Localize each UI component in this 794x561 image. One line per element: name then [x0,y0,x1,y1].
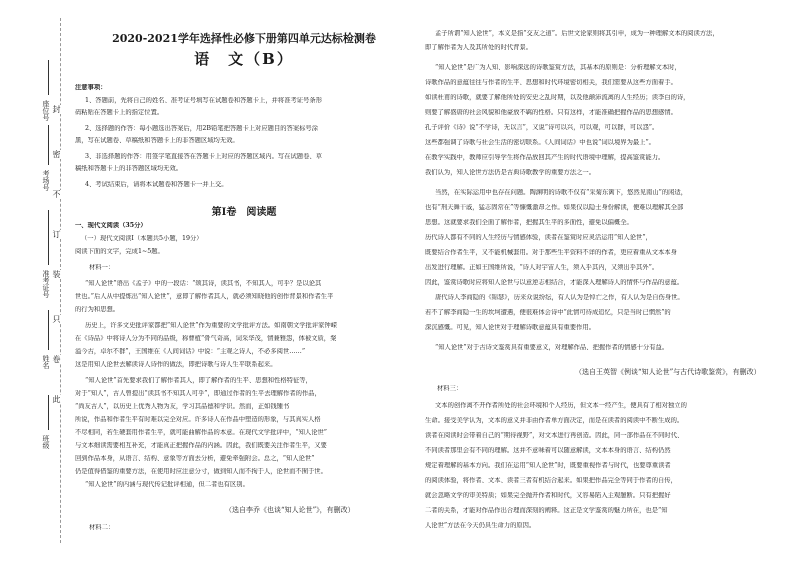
paragraph-line: “知人论世”语出《孟子》中的一段话：“颂其诗，读其书，不知其人，可乎？是以论其 [85,280,322,287]
paragraph-line: 不尽相同，若生硬套用作者生平，就可能曲解作品的本意。在现代文学批评中，“知人论世” [75,429,328,436]
exam-subtitle: 语 文（B） [194,50,294,68]
sub-heading: （一）现代文阅读Ⅰ（本题共5小题，19分） [81,235,203,242]
material-label: 材料二： [89,524,115,531]
paragraph-line: “知人论世”是广为人知、影响深远的诗歌鉴赏方法，其基本的原则是：分析理解文本时， [435,64,681,71]
paragraph-line: 孟子所谓“知人论世”，本义是指“交友之道”。后世文论家则将其引申，成为一种理解文本的阅读方法， [435,30,719,37]
paragraph-line: 不同读者那里会有不同的理解。这并不意味着可以随意解读，文本本身的语言、结构仍然 [425,447,671,454]
paragraph-line: 的阅读体验，将作者、文本、读者三者有机结合起来。如果把作品完全等同于作者的自传， [425,477,677,484]
paragraph-line: 与文本细读需要相互补充，才能真正把握作品的内涵。因此，我们既要关注作者生平，又要 [75,442,327,449]
section-heading: 第Ⅰ卷 阅读题 [211,207,277,218]
paragraph-line: 二者的关系，才能对作品作出合理而深刻的阐释。这正是文学鉴赏的魅力所在，也是“知 [425,507,668,514]
paragraph-line: 所说，作品和作者生平有时难以完全对应。许多诗人在作品中塑造的形象，与其真实人格 [75,416,321,423]
paragraph-line: 人论世”方法在今天仍具生命力的原因。 [425,522,536,529]
paragraph-line: 即了解作者为人及其所处的时代背景。 [425,44,533,51]
notice-line: 2、选择题的作答：每小题选出答案后，用2B铅笔把答题卡上对应题目的答案标号涂 [85,125,319,132]
seal-char: 订 [52,230,61,239]
left-page [75,0,413,561]
part-heading: 一、现代文阅读（35分） [75,222,147,229]
right-page [425,0,777,561]
seal-char: 此 [52,395,61,404]
name-line [48,310,49,350]
paragraph-line: 也有“刑天舞干戚，猛志固常在”等慷慨激昂之作。如果仅以隐士身份解读，便难以理解其全部 [425,204,684,211]
paragraph-line: 在《诗品》中将诗人分为不同的品级，称曹植“骨气奇高，词采华茂，情兼雅怨，体被文质，粲 [75,335,337,342]
seat-number-line [48,60,49,95]
name-label: 姓名 [42,355,50,369]
paragraph-line: 历代诗人都有不同的人生经历与情感体验，读者在鉴赏时应灵活运用“知人论世”， [425,234,652,241]
binding-line [60,18,61,543]
binding-margin [0,0,66,561]
seal-char: 密 [52,150,61,159]
notice-label: 注意事项： [75,84,107,91]
paragraph-line: 仍是值得借鉴的重要方法，在使用时应注意分寸，做到知人而不拘于人，论世而不囿于世。 [75,468,327,475]
exam-id-line [48,210,49,265]
exam-title: 2020-2021学年选择性必修下册第四单元达标检测卷 [112,32,376,45]
paragraph-line: 回到作品本身，从语言、结构、意象等方面去分析，避免牵强附会。总之，“知人论世” [75,455,315,462]
exam-room-label: 考场号 [42,170,50,191]
paragraph-line: “知人论世”的内涵与现代传记批评相通，但二者也有区别。 [85,481,249,488]
paragraph-line: 则要了解盛唐的社会风貌和他豪放不羁的性格。只有这样，才能准确把握作品的思想感情。 [425,109,677,116]
paragraph-line: 世也。”后人从中提炼出“知人论世”，意即了解作者其人，就必须知晓他的创作背景和作者生平 [75,293,334,300]
notice-line: 3、非选择题的作答：用签字笔直接答在答题卡上对应的答题区域内。写在试题卷、草 [85,153,322,160]
source-citation: （选自李乔《也谈“知人论世”》，有删改） [225,506,355,514]
seal-char: 只 [52,315,61,324]
paragraph-line: 就会忽略文学的审美特质；如果完全抛开作者和时代，又容易陷入主观臆断。只有把握好 [425,492,671,499]
paragraph-line: 溢今古，卓尔不群”，王国维在《人间词话》中说：“主观之诗人，不必多阅世……” [75,348,306,355]
source-citation: （选自王英智《例谈“知人论世”与古代诗歌鉴赏》，有删改） [575,368,761,376]
seal-char: 封 [52,105,61,114]
paragraph-line: 因此，鉴赏诗歌时应将知人论世与以意逆志相结合，才能深入理解诗人的情怀与作品的意蕴。 [425,279,684,286]
notice-line: 稿纸和答题卡上的非答题区域均无效。 [75,165,183,172]
seat-number-label: 座位号 [42,100,50,121]
notice-line: 码粘贴在答题卡上的指定位置。 [75,109,164,116]
notice-line: 4、考试结束后，请将本试题卷和答题卡一并上交。 [85,181,228,188]
paragraph-line: 诗歌作品的意蕴往往与作者的生平、思想和时代环境密切相关，我们需要从这些方面着手。 [425,79,677,86]
paragraph-line: 这些都强调了诗歌与社会生活的密切联系。《人间词话》中也说“词以境界为最上”。 [425,139,655,146]
paragraph-line: 思想。这就要求我们全面了解作者，把握其生平的多面性，避免以偏概全。 [425,219,633,226]
class-line [48,395,49,430]
paragraph-line: “尚友古人”，以历史上优秀人物为友，学习其品德和学识。然而，正如钱锺书 [75,403,290,410]
paragraph-line: 文本的创作离不开作者所处的社会环境和个人经历，但文本一经产生，便具有了相对独立的 [435,402,687,409]
class-label: 班级 [42,435,50,449]
instruction: 阅读下面的文字，完成1~5题。 [75,248,164,255]
paragraph-line: “知人论世”对于古诗文鉴赏具有重要意义，对理解作品、把握作者的情感十分有益。 [435,344,669,351]
paragraph-line: 深沉感慨。可见，知人论世对于理解诗歌意蕴具有重要作用。 [425,324,596,331]
exam-id-label: 准考证号 [42,270,50,298]
material-label: 材料三： [437,385,463,392]
paragraph-line: 出发进行理解。正如王国维所说，“诗人对宇宙人生，须入乎其内，又须出乎其外”。 [425,264,659,271]
paragraph-line: “知人论世”首先要求我们了解作者其人，即了解作者的生平、思想和性格特征等， [85,377,312,384]
material-label: 材料一： [89,264,115,271]
paragraph-line: 历史上，许多文史批评家都把“知人论世”作为重要的文学批评方法。如南朝文学批评家钟嵘 [85,322,338,329]
paragraph-line: 如读杜甫的诗歌，就要了解他所处的安史之乱时期，以及他颠沛流离的人生经历；读李白的诗， [425,94,690,101]
paragraph-line: 我们认为，知人论世方法仍是古典诗歌教学的重要方法之一。 [425,169,596,176]
seal-char: 装 [52,270,61,279]
paragraph-line: 生命。接受美学认为，文本的意义并非由作者单方面决定，而是在读者的阅读中不断生成的。 [425,417,684,424]
paragraph-line: 的行为和思想。 [75,306,120,313]
notice-line: 黑，写在试题卷、草稿纸和答题卡上的非答题区域均无效。 [75,137,239,144]
paragraph-line: 若不了解李商隐一生的坎坷遭遇，便很难体会诗中“此情可待成追忆，只是当时已惘然”的 [425,309,671,316]
paragraph-line: 既要结合作者生平，又不能机械套用。对于那些生平资料不详的作者，更应着重从文本本身 [425,249,677,256]
paragraph-line: 规定着理解的基本方向。我们在运用“知人论世”时，既要重视作者与时代，也要尊重读者 [425,462,671,469]
seal-char: 不 [52,190,61,199]
seal-char: 卷 [52,355,61,364]
notice-line: 1、答题前，先将自己的姓名、准考证号填写在试题卷和答题卡上，并将准考证号条形 [85,97,322,104]
paragraph-line: 在教学实践中，教师应引导学生将作品放回其产生的时代语境中理解，提高鉴赏能力。 [425,154,665,161]
paragraph-line: 唐代诗人李商隐的《锦瑟》，历来众说纷纭，有人认为是悼亡之作，有人认为是自伤身世。 [435,294,684,301]
exam-room-line [48,125,49,165]
paragraph-line: 读者在阅读时会带着自己的“期待视野”，对文本进行再创造。因此，同一部作品在不同时代、 [425,432,684,439]
paragraph-line: 孔子评价《诗》说“不学诗，无以言”，又说“诗可以兴，可以观，可以群，可以怨”。 [425,124,659,131]
paragraph-line: 这是用知人论世去解读诗人诗作的做法，即把诗歌与诗人生平联系起来。 [75,361,277,368]
paragraph-line: 当然，在实际运用中也存在问题。陶渊明的诗歌不仅有“采菊东篱下，悠然见南山”的闲适， [435,189,688,196]
paragraph-line: 对于“知人”，古人曾提出“读其书不知其人可乎”，即通过作者的生平去理解作者的作品， [75,390,321,397]
